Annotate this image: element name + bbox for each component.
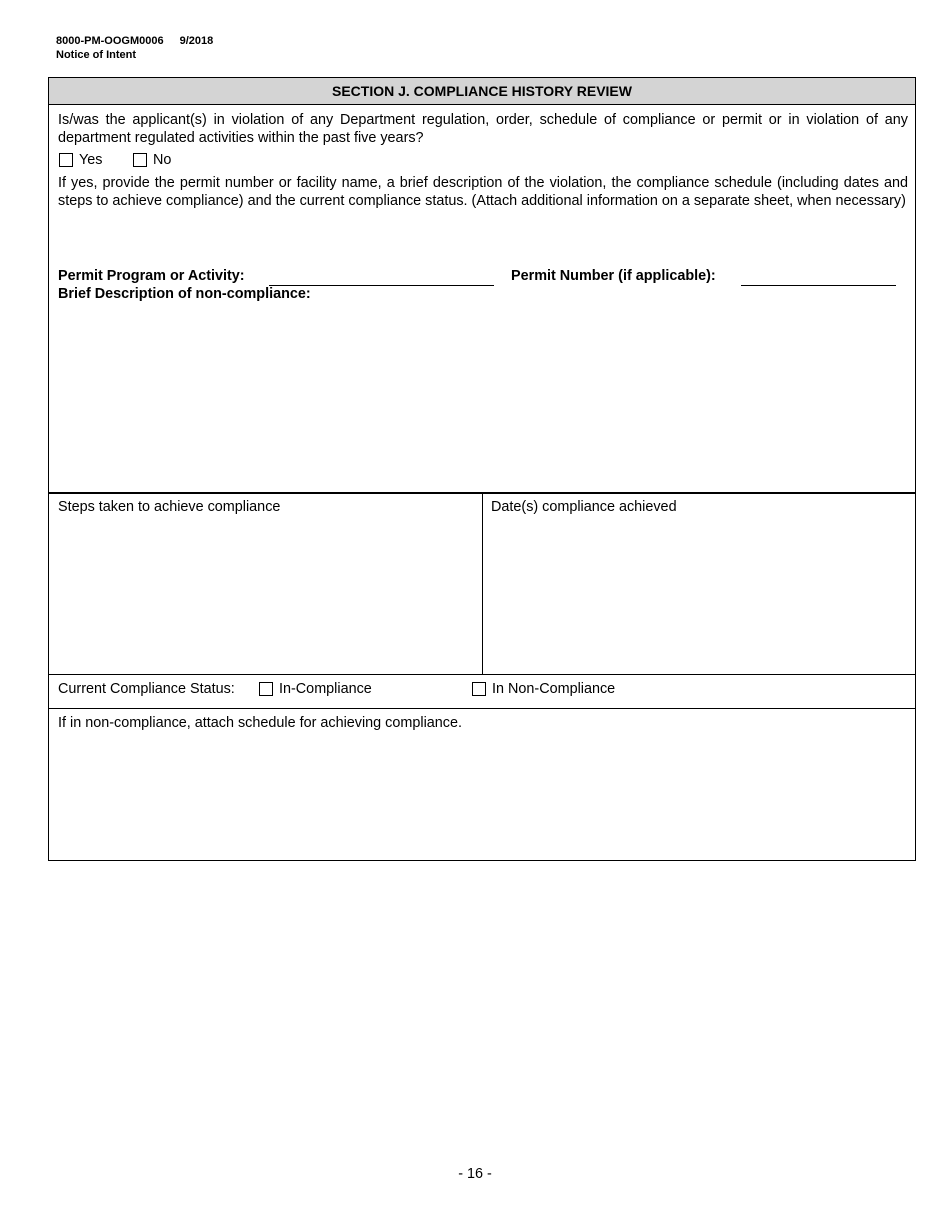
permit-number-field[interactable] <box>741 285 896 286</box>
description-field[interactable] <box>53 306 911 489</box>
description-label: Brief Description of non-compliance: <box>58 286 311 302</box>
divider <box>49 708 915 709</box>
permit-number-label: Permit Number (if applicable): <box>511 268 716 284</box>
form-name: Notice of Intent <box>56 49 137 61</box>
no-checkbox[interactable] <box>133 153 147 167</box>
violation-question: Is/was the applicant(s) in violation of any Department regulation, order, schedule of compliance or permit or in violation of any department regulated activities within the past five years? <box>58 112 908 146</box>
schedule-field[interactable] <box>53 734 911 854</box>
in-compliance-checkbox[interactable] <box>259 682 273 696</box>
divider <box>49 674 915 675</box>
no-option[interactable] <box>133 151 171 169</box>
steps-field[interactable] <box>53 518 479 672</box>
column-divider <box>482 494 483 674</box>
permit-program-label: Permit Program or Activity: <box>58 268 245 284</box>
status-label: Current Compliance Status: <box>58 681 235 697</box>
non-compliance-label: In Non-Compliance <box>492 681 616 697</box>
in-compliance-option[interactable] <box>259 680 372 698</box>
yes-option[interactable] <box>59 151 102 169</box>
form-header <box>56 34 213 62</box>
yes-checkbox[interactable] <box>59 153 73 167</box>
form-number: 8000-PM-OOGM0006 <box>56 35 164 47</box>
schedule-note: If in non-compliance, attach schedule for achieving compliance. <box>58 715 462 731</box>
compliance-history-form <box>48 77 916 861</box>
yes-label: Yes <box>79 152 103 168</box>
steps-label: Steps taken to achieve compliance <box>58 499 281 515</box>
dates-label: Date(s) compliance achieved <box>491 499 677 515</box>
no-label: No <box>153 152 172 168</box>
non-compliance-option[interactable] <box>472 680 615 698</box>
instructions-text: If yes, provide the permit number or facility name, a brief description of the violation, the compliance schedule (including dates and steps to achieve compliance) and the current compliance status. (Attach additional information on a separate sheet, when necessary) <box>58 175 908 209</box>
dates-field[interactable] <box>487 518 911 672</box>
section-title: SECTION J. COMPLIANCE HISTORY REVIEW <box>49 78 915 105</box>
in-compliance-label: In-Compliance <box>279 681 372 697</box>
non-compliance-checkbox[interactable] <box>472 682 486 696</box>
page-number: - 16 - <box>458 1166 492 1182</box>
form-date: 9/2018 <box>179 35 214 47</box>
